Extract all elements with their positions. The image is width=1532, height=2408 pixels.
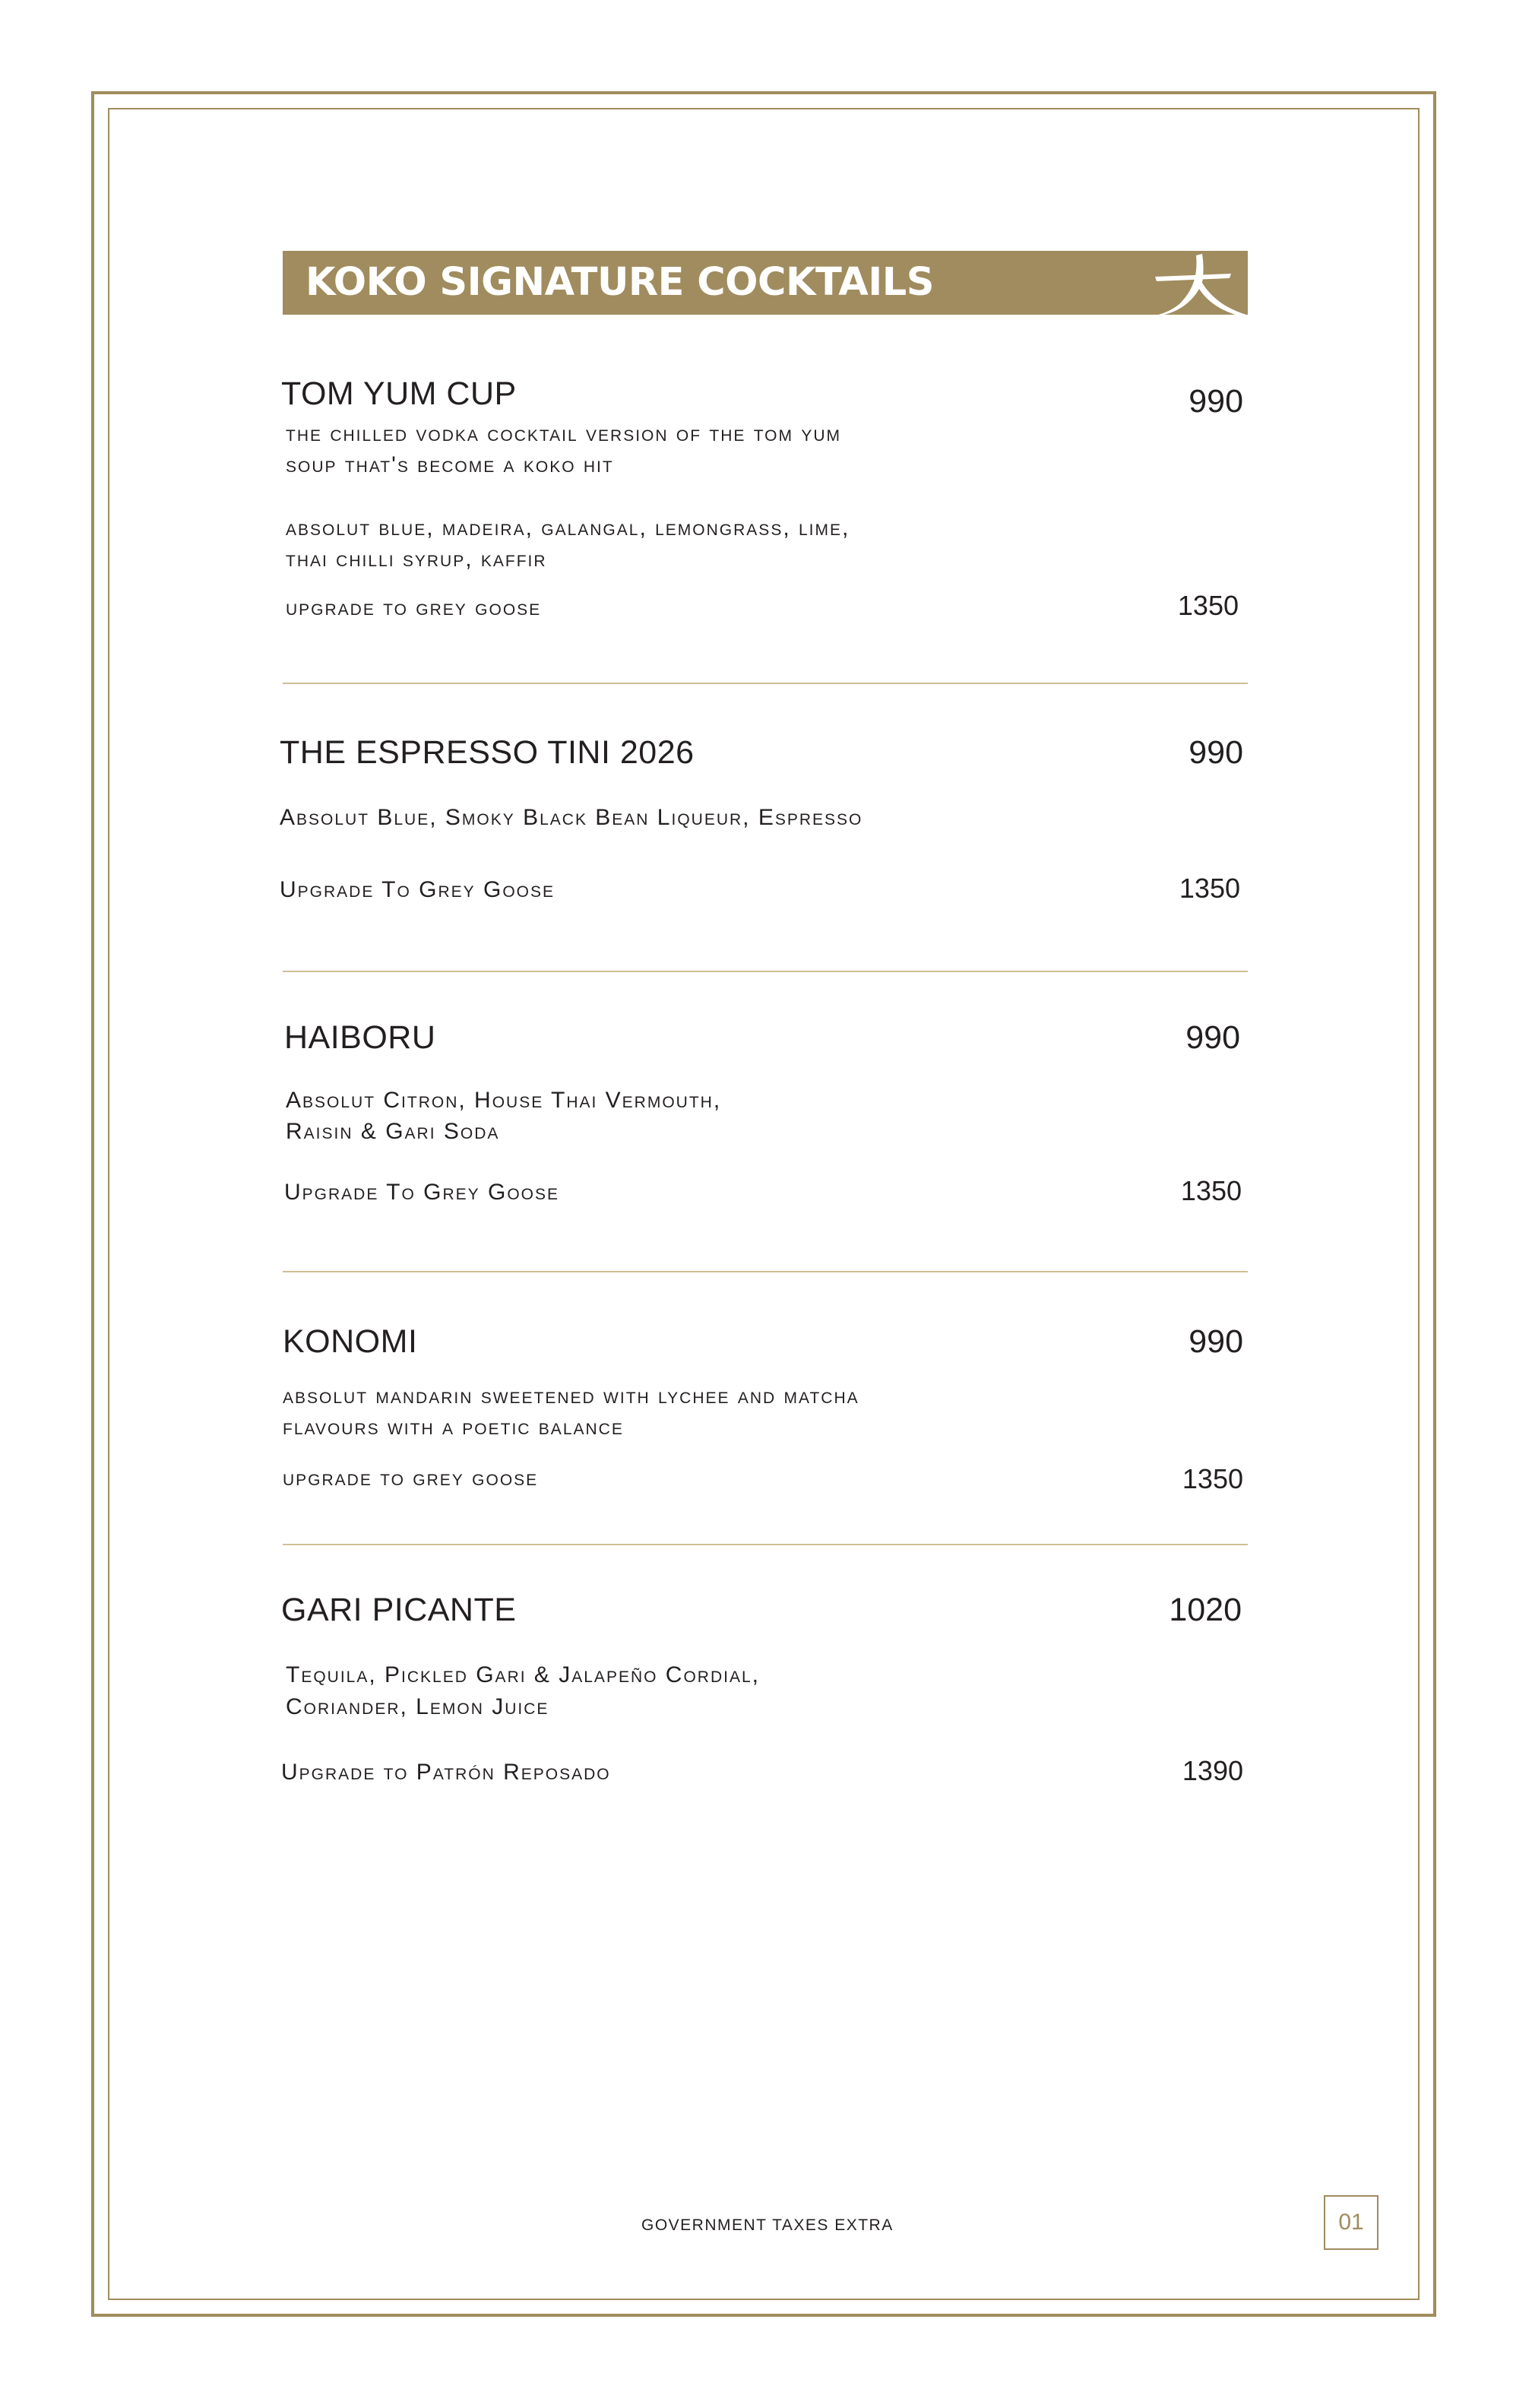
item-price: 990 — [1189, 1323, 1243, 1360]
upgrade-price: 1350 — [1180, 1175, 1242, 1206]
item-ingredients-line: Absolut Blue, Smoky Black Bean Liqueur, Espresso — [280, 805, 863, 830]
footer-note: GOVERNMENT TAXES EXTRA — [641, 2216, 894, 2234]
menu-item-tom-yum-cup — [281, 375, 1248, 634]
item-name: GARI PICANTE — [281, 1592, 517, 1628]
divider — [283, 683, 1248, 684]
item-ingredients-line: thai chilli syrup, kaffir — [286, 547, 547, 572]
item-description-line: absolut mandarin sweetened with lychee and matcha — [283, 1383, 859, 1408]
upgrade-label: upgrade to grey goose — [283, 1465, 539, 1491]
item-price: 1020 — [1169, 1592, 1242, 1628]
item-price: 990 — [1189, 383, 1243, 420]
page-number: 01 — [1324, 2195, 1378, 2250]
upgrade-price: 1350 — [1182, 1463, 1243, 1494]
section-title: KOKO SIGNATURE COCKTAILS — [305, 260, 934, 305]
item-ingredients-line: Raisin & Gari Soda — [286, 1119, 500, 1144]
menu-item-haiboru — [281, 1019, 1248, 1217]
menu-item-gari-picante — [281, 1592, 1248, 1804]
item-description-line: the chilled vodka cocktail version of the tom yum — [286, 421, 841, 446]
kanji-emblem-icon — [1141, 251, 1248, 315]
upgrade-price: 1390 — [1182, 1755, 1243, 1786]
upgrade-price: 1350 — [1177, 590, 1239, 621]
item-ingredients-line: absolut blue, madeira, galangal, lemongrass, lime, — [286, 515, 850, 540]
upgrade-label: Upgrade to Patrón Reposado — [281, 1760, 611, 1785]
item-ingredients-line: Tequila, Pickled Gari & Jalapeño Cordial, — [286, 1662, 760, 1687]
item-description-line: flavours with a poetic balance — [283, 1415, 624, 1440]
item-ingredients-line: Coriander, Lemon Juice — [286, 1694, 549, 1719]
item-price: 990 — [1189, 734, 1243, 771]
section-header — [283, 251, 1248, 315]
item-description-line: soup that's become a koko hit — [286, 452, 614, 477]
upgrade-price: 1350 — [1179, 873, 1240, 904]
item-ingredients-line: Absolut Citron, House Thai Vermouth, — [286, 1088, 722, 1113]
upgrade-label: Upgrade To Grey Goose — [280, 877, 556, 902]
item-name: HAIBORU — [284, 1019, 436, 1056]
divider — [283, 1271, 1248, 1272]
item-name: KONOMI — [283, 1323, 418, 1360]
menu-item-konomi — [281, 1323, 1248, 1506]
divider — [283, 1544, 1248, 1545]
item-name: TOM YUM CUP — [281, 375, 517, 412]
item-price: 990 — [1185, 1019, 1240, 1056]
menu-item-espresso-tini — [281, 734, 1248, 917]
divider — [283, 971, 1248, 972]
upgrade-label: upgrade to grey goose — [286, 595, 542, 620]
item-name: THE ESPRESSO TINI 2026 — [280, 734, 695, 771]
upgrade-label: Upgrade To Grey Goose — [284, 1180, 560, 1205]
